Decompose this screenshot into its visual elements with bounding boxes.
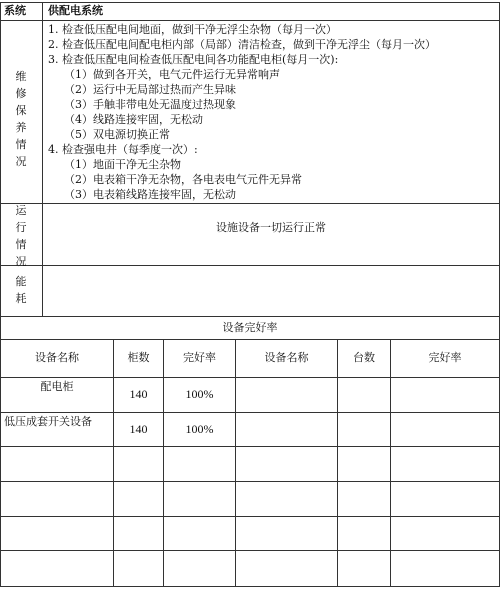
equipment-row-1-bottom xyxy=(0,412,500,413)
equipment-col-divider-2 xyxy=(163,339,164,587)
maintenance-subitem: （2）电表箱干净无杂物，各电表电气元件无异常 xyxy=(64,173,302,186)
table-cell-rate: 100% xyxy=(185,422,214,436)
operation-status-text: 设施设备一切运行正常 xyxy=(216,221,326,234)
maintenance-row-bottom xyxy=(0,203,500,204)
column-header: 完好率 xyxy=(428,351,462,364)
equipment-header-bottom xyxy=(0,377,500,378)
maintenance-subitem: （3）手触非带电处无温度过热现象 xyxy=(64,98,236,111)
label-column-divider xyxy=(42,2,43,317)
column-header: 台数 xyxy=(353,351,375,364)
column-header: 完好率 xyxy=(183,351,216,364)
header-row-bottom xyxy=(0,20,500,21)
maintenance-item: 1. 检查低压配电间地面，做到干净无浮尘杂物（每月一次） xyxy=(48,23,337,36)
column-header: 设备名称 xyxy=(35,351,79,364)
maintenance-item: 2. 检查低压配电间配电柜内部（局部）清洁检查，做到干净无浮尘（每月一次） xyxy=(48,38,436,51)
table-border-left xyxy=(0,2,1,587)
operation-row-bottom xyxy=(0,265,500,266)
equipment-row-5-bottom xyxy=(0,550,500,551)
table-cell-count: 140 xyxy=(129,387,148,401)
equipment-row-4-bottom xyxy=(0,516,500,517)
maintenance-subitem: （3）电表箱线路连接牢固，无松动 xyxy=(64,188,236,201)
maintenance-subitem: （4）线路连接牢固，无松动 xyxy=(64,113,203,126)
equipment-col-divider-3 xyxy=(235,339,236,587)
table-cell-equipment-name: 配电柜 xyxy=(40,380,74,393)
maintenance-subitem: （1）地面干净无尘杂物 xyxy=(64,158,181,171)
column-header: 设备名称 xyxy=(264,351,309,364)
maintenance-item: 3. 检查低压配电间检查低压配电间各功能配电柜(每月一次): xyxy=(48,53,339,66)
equipment-col-divider-4 xyxy=(337,339,338,587)
column-header: 柜数 xyxy=(127,351,150,364)
equipment-row-2-bottom xyxy=(0,446,500,447)
table-cell-equipment-name: 低压成套开关设备 xyxy=(4,415,92,428)
header-system-label: 系统 xyxy=(4,4,26,17)
maintenance-item: 4. 检查强电井（每季度一次）: xyxy=(48,143,198,156)
energy-row-bottom xyxy=(0,316,500,317)
equipment-col-divider-5 xyxy=(390,339,391,587)
table-cell-rate: 100% xyxy=(185,387,214,401)
maintenance-subitem: （5）双电源切换正常 xyxy=(64,128,170,141)
table-border-bottom xyxy=(0,586,500,587)
equipment-title: 设备完好率 xyxy=(222,321,278,334)
energy-side-label: 能耗 xyxy=(15,275,27,305)
equipment-col-divider-1 xyxy=(113,339,114,587)
table-cell-count: 140 xyxy=(129,422,148,436)
maintenance-side-label: 维修保养情况 xyxy=(15,70,27,168)
equipment-row-3-bottom xyxy=(0,481,500,482)
operation-side-label: 运行情况 xyxy=(15,204,27,268)
maintenance-subitem: （1）做到各开关，电气元件运行无异常响声 xyxy=(64,68,280,81)
equipment-title-bottom xyxy=(0,339,500,340)
maintenance-subitem: （2）运行中无局部过热而产生异味 xyxy=(64,83,236,96)
header-system-value: 供配电系统 xyxy=(48,4,103,17)
